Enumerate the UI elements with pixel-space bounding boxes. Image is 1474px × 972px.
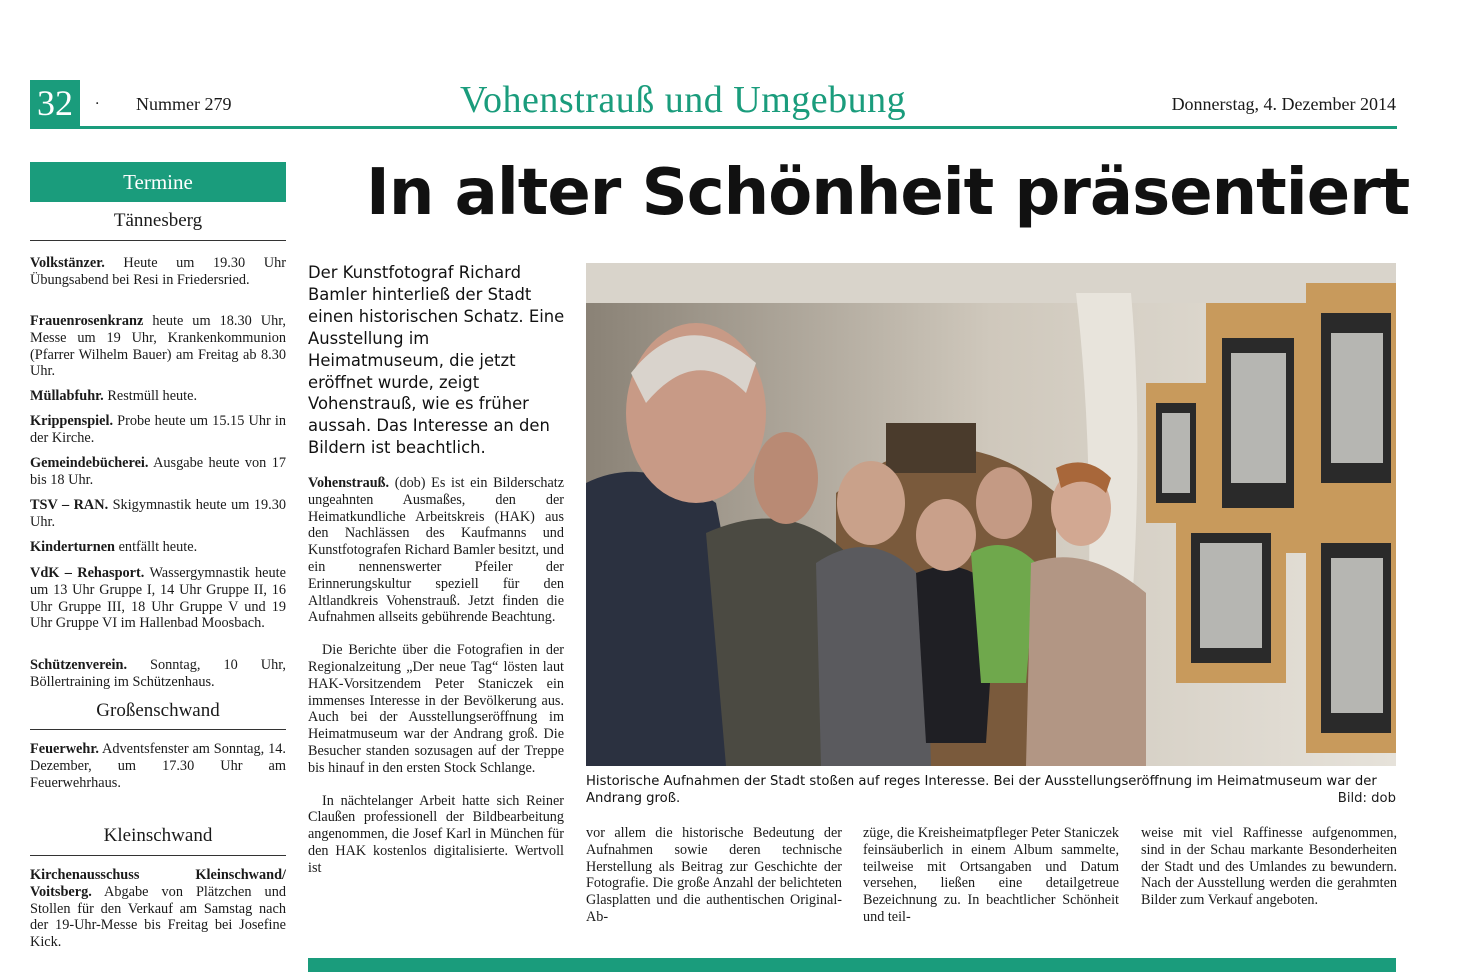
article-paragraph: weise mit viel Raffinesse aufgenommen, sind in der Schau markante Besonderheiten der Stadt und des Umlandes zu bewundern. Nach der Ausstellung werden die gerahmten Bilder zum Verkauf angeboten. [1141,825,1397,909]
location-rule [30,855,286,856]
article-column-2 [586,825,842,942]
termine-entry: Volkstänzer. Heute um 19.30 Uhr Übungsabend bei Resi in Friedersried. [30,255,286,288]
article-column-1: Vohenstrauß. (dob) Es ist ein Bilderschatz ungeahnten Ausmaßes, den der Heimatkundliche Arbeitskreis (HAK) aus den Nachlässen des Kaufmanns und Kunstfotografen Richard Bamler besitzt, und ein nennenswerter Pfeiler der Erinnerungskultur speziell für den Altlandkreis Vohenstrauß. Jetzt finden die Aufnahmen allseits gebührende Beachtung. Die Berichte über die Fotografien in der Regionalzeitung „Der neue Tag“ lösten laut HAK-Vorsitzendem Peter Staniczek ein immenses Interesse in der Bevölkerung aus. Auch bei der Ausstellungseröffnung im Heimatmuseum war der Andrang groß. Die Besucher standen sozusagen auf der Treppe bis hinauf in den ersten Stock Schlange. In nächtelanger Arbeit hatte sich Reiner Claußen professionell der Bildbearbeitung angenommen, die Josef Karl in München für den HAK kostenlos digitalisierte. Wertvoll ist [308,475,564,876]
page-number: 32 [30,80,80,126]
termine-entry: Krippenspiel. Probe heute um 15.15 Uhr in der Kirche. [30,413,286,446]
termine-entry: Müllabfuhr. Restmüll heute. [30,388,198,404]
issue-date: Donnerstag, 4. Dezember 2014 [1171,94,1396,114]
article-paragraph: vor allem die historische Bedeutung der Aufnahmen sowie deren technische Herstellung als Beitrag zur Geschichte der Fotografie. Die große Anzahl der belichteten Glasplatten und die authentischen Original-Ab- [586,825,842,925]
header-separator: · [95,96,100,112]
termine-entry: Gemeindebücherei. Ausgabe heute von 17 bis 18 Uhr. [30,455,286,488]
termine-entry: Frauenrosenkranz heute um 18.30 Uhr, Messe um 19 Uhr, Krankenkommunion (Pfarrer Wilhelm Bauer) am Freitag ab 8.30 Uhr. [30,313,286,380]
location-heading-kleinschwand: Kleinschwand [103,825,213,846]
photo-credit: Bild: dob [1337,791,1396,806]
section-title: Vohenstrauß und Umgebung [460,79,907,121]
location-rule [30,729,286,730]
termine-entry: TSV – RAN. Skigymnastik heute um 19.30 Uhr. [30,497,286,530]
article-paragraph: Die Berichte über die Fotografien in der Regionalzeitung „Der neue Tag“ lösten laut HAK-Vorsitzendem Peter Staniczek ein immenses Interesse in der Bevölkerung aus. Auch bei der Ausstellungseröffnung im Heimatmuseum war der Andrang groß. Die Besucher standen sozusagen auf der Treppe bis hinauf in den ersten Stock Schlange. [308,642,564,776]
termine-heading: Termine [30,162,286,202]
termine-entry: Feuerwehr. Adventsfenster am Sonntag, 14. Dezember, um 17.30 Uhr am Feuerwehrhaus. [30,741,286,791]
photo-illustration [586,263,1396,766]
photo-caption: Historische Aufnahmen der Stadt stoßen auf reges Interesse. Bei der Ausstellungseröffnung im Heimatmuseum war der Andrang groß. [586,774,1377,806]
article-paragraph: In nächtelanger Arbeit hatte sich Reiner Claußen professionell der Bildbearbeitung angenommen, die Josef Karl in München für den HAK kostenlos digitalisierte. Wertvoll ist [308,792,564,876]
location-rule [30,240,286,241]
termine-entry: Kirchenausschuss Kleinschwand/ Voitsberg. Abgabe von Plätzchen und Stollen für den Verkauf am Samstag nach der 19-Uhr-Messe bis Freitag bei Josefine Kick. [30,867,286,951]
article-column-4 [1141,825,1397,925]
article-paragraph: züge, die Kreisheimatpfleger Peter Staniczek feinsäuberlich in einem Album sammelte, teilweise mit Ortsangaben und Datum versehen, ließen eine detailgetreue Bezeichnung zu. In beachtlicher Schönheit und teil- [863,825,1119,925]
location-heading-taennesberg: Tännesberg [113,210,203,231]
article-column-3 [863,825,1119,942]
termine-entry: Schützenverein. Sonntag, 10 Uhr, Böllertraining im Schützenhaus. [30,657,286,690]
termine-entry: VdK – Rehasport. Wassergymnastik heute um 13 Uhr Gruppe I, 14 Uhr Gruppe II, 16 Uhr Gruppe III, 18 Uhr Gruppe V und 19 Uhr Gruppe VI im Hallenbad Moosbach. [30,565,286,632]
header-rule [30,126,1397,129]
dateline: Vohenstrauß. [308,475,390,491]
article-lead: Der Kunstfotograf Richard Bamler hinterließ der Stadt einen historischen Schatz. Eine Ausstellung im Heimatmuseum, die jetzt eröffnet wurde, zeigt Vohenstrauß, wie es früher aussah. Das Interesse an den Bildern ist beachtlich. [308,263,565,458]
issue-number: Nummer 279 [136,94,232,114]
article-headline: In alter Schönheit präsentiert [366,156,1410,230]
termine-entry: Kinderturnen entfällt heute. [30,539,198,555]
bottom-teal-bar [308,958,1396,972]
location-heading-grossenschwand: Großenschwand [96,700,220,721]
exhibition-photo [586,263,1396,766]
